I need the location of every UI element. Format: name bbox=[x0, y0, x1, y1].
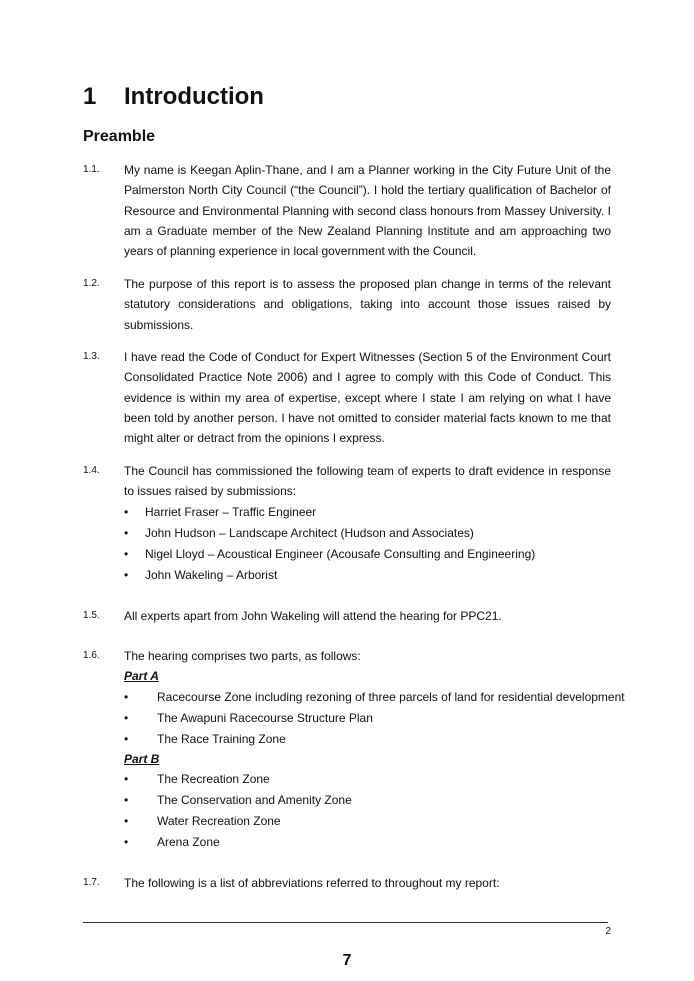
list-item-text: John Hudson – Landscape Architect (Hudson and Associates) bbox=[145, 526, 474, 540]
list-item-text: Nigel Lloyd – Acoustical Engineer (Acousafe Consulting and Engineering) bbox=[145, 547, 536, 561]
bullet-glyph: • bbox=[124, 772, 129, 786]
list-item-text: Water Recreation Zone bbox=[157, 814, 281, 828]
paragraph-number: 1.6. bbox=[83, 650, 100, 661]
paragraph-number: 1.1. bbox=[83, 164, 100, 175]
subheading-preamble: Preamble bbox=[83, 128, 156, 145]
part-b-label: Part B bbox=[124, 752, 160, 766]
paragraph-number: 1.5. bbox=[83, 610, 100, 621]
list-item-text: The Conservation and Amenity Zone bbox=[157, 793, 352, 807]
paragraph-text: The Council has commissioned the following team of experts to draft evidence in response to issues raised by submissions: bbox=[124, 464, 611, 499]
part-b-list bbox=[124, 769, 624, 853]
list-item bbox=[124, 790, 624, 811]
paragraph bbox=[83, 873, 611, 893]
paragraph-number: 1.4. bbox=[83, 465, 100, 476]
paragraph bbox=[83, 347, 611, 448]
list-item bbox=[124, 769, 624, 790]
list-item bbox=[124, 708, 624, 729]
bullet-glyph: • bbox=[124, 711, 129, 725]
bullet-glyph: • bbox=[124, 690, 129, 704]
paragraph-text: I have read the Code of Conduct for Expert Witnesses (Section 5 of the Environment Court Consolidated Practice Note 2006) and I agree to comply with this Code of Conduct. This evidence is within my area of expertise, except where I state I am relying on what I have been told by another person. I have not omitted to consider material facts known to me that might alter or detract from the opinions I express. bbox=[124, 350, 611, 446]
list-item bbox=[124, 729, 624, 750]
section-heading bbox=[83, 82, 264, 112]
bullet-glyph: • bbox=[124, 547, 129, 561]
part-a-list bbox=[124, 687, 624, 750]
paragraph bbox=[83, 461, 611, 502]
paragraph bbox=[83, 160, 611, 261]
section-number: 1 bbox=[83, 83, 97, 110]
list-item bbox=[124, 565, 624, 586]
paragraph-number: 1.7. bbox=[83, 877, 100, 888]
bullet-glyph: • bbox=[124, 505, 129, 519]
sheet-page-number: 7 bbox=[342, 952, 352, 969]
paragraph-text: My name is Keegan Aplin-Thane, and I am a Planner working in the City Future Unit of the Palmerston North City Council (“the Council”). I hold the tertiary qualification of Bachelor of Resource and Environmental Planning with second class honours from Massey University. I am a Graduate member of the New Zealand Planning Institute and am approaching two years of planning experience in local government with the Council. bbox=[124, 163, 611, 259]
paragraph bbox=[83, 274, 611, 335]
paragraph-text: All experts apart from John Wakeling will attend the hearing for PPC21. bbox=[124, 609, 502, 623]
list-item-text: Harriet Fraser – Traffic Engineer bbox=[145, 505, 317, 519]
list-item-text: Racecourse Zone including rezoning of three parcels of land for residential development bbox=[157, 690, 625, 704]
paragraph-text: The purpose of this report is to assess the proposed plan change in terms of the relevant statutory considerations and obligations, taking into account those issues raised by submissions. bbox=[124, 277, 611, 332]
list-item-text: John Wakeling – Arborist bbox=[145, 568, 278, 582]
list-item-text: Arena Zone bbox=[157, 835, 220, 849]
bullet-glyph: • bbox=[124, 793, 129, 807]
bullet-glyph: • bbox=[124, 568, 129, 582]
bullet-glyph: • bbox=[124, 835, 129, 849]
list-item bbox=[124, 523, 624, 544]
list-item bbox=[124, 544, 624, 565]
list-item bbox=[124, 687, 624, 708]
paragraph bbox=[83, 646, 611, 666]
bullet-glyph: • bbox=[124, 814, 129, 828]
paragraph-number: 1.3. bbox=[83, 351, 100, 362]
list-item-text: The Awapuni Racecourse Structure Plan bbox=[157, 711, 373, 725]
section-title: Introduction bbox=[124, 83, 264, 110]
paragraph-number: 1.2. bbox=[83, 278, 100, 289]
list-item-text: The Recreation Zone bbox=[157, 772, 270, 786]
bullet-glyph: • bbox=[124, 732, 129, 746]
part-a-label: Part A bbox=[124, 669, 159, 683]
paragraph bbox=[83, 606, 611, 626]
footer-divider bbox=[83, 922, 608, 923]
list-item-text: The Race Training Zone bbox=[157, 732, 286, 746]
list-item bbox=[124, 502, 624, 523]
list-item bbox=[124, 832, 624, 853]
paragraph-text: The following is a list of abbreviations referred to throughout my report: bbox=[124, 876, 500, 890]
bullet-glyph: • bbox=[124, 526, 129, 540]
list-item bbox=[124, 811, 624, 832]
paragraph-text: The hearing comprises two parts, as follows: bbox=[124, 649, 361, 663]
experts-list bbox=[124, 502, 624, 586]
footer-page-number: 2 bbox=[605, 926, 611, 937]
